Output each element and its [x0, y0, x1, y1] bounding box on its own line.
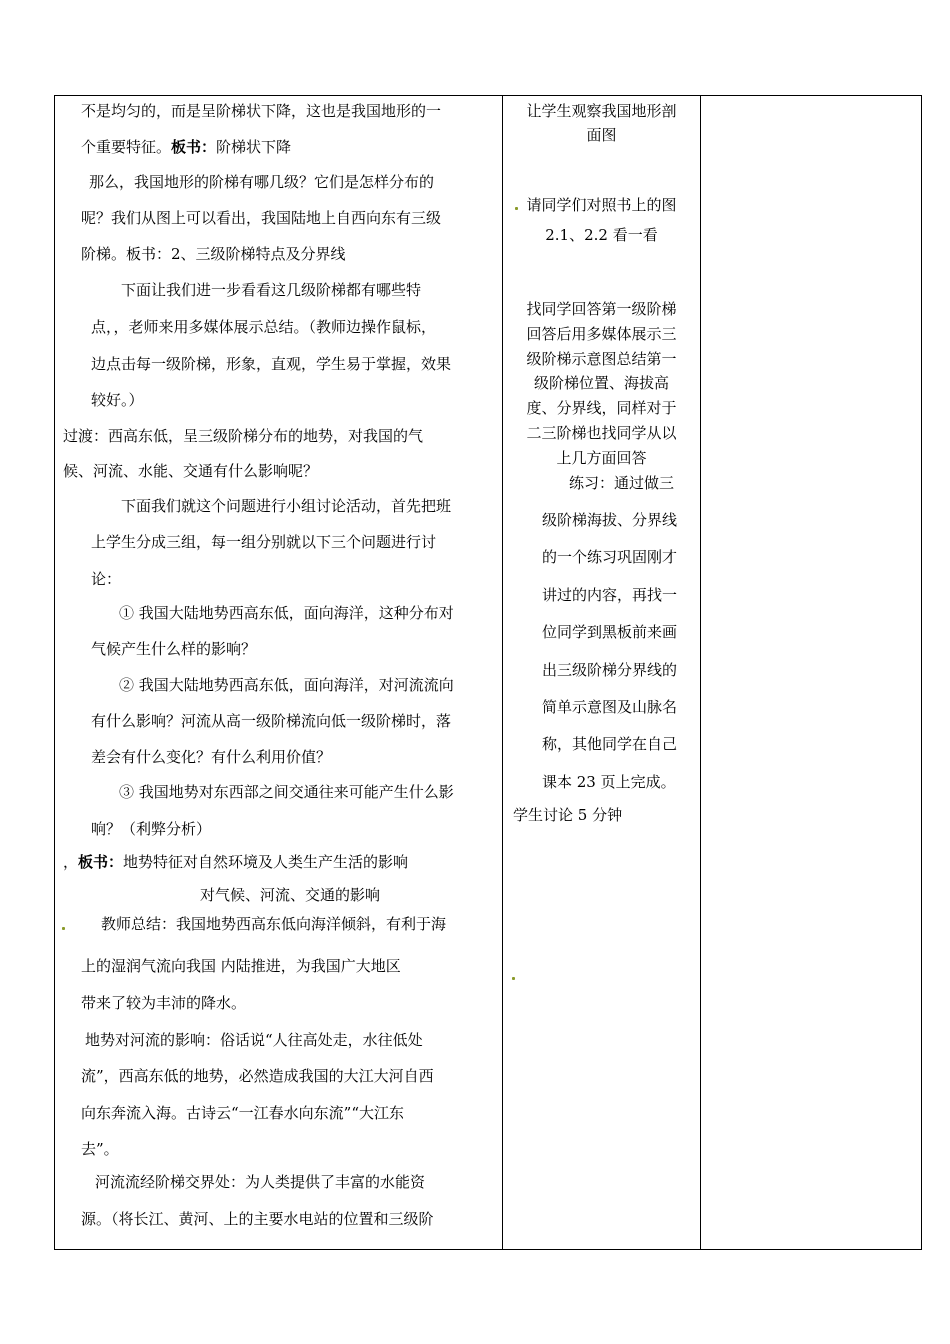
text-line: 个重要特征。板书：阶梯状下降: [81, 138, 292, 156]
text-line: 称，其他同学在自己: [542, 735, 678, 753]
text-line: 下面我们就这个问题进行小组讨论活动，首先把班: [121, 497, 452, 515]
text-line: 边点击每一级阶梯，形象，直观，学生易于掌握，效果: [91, 355, 452, 373]
text-line: 面图: [586, 126, 617, 144]
text-line: 响？（利弊分析）: [91, 820, 212, 838]
text-line: 上的湿润气流向我国 内陆推进，为我国广大地区: [81, 957, 401, 975]
text-line: 过渡：西高东低，呈三级阶梯分布的地势，对我国的气: [63, 427, 424, 445]
lesson-plan-table: [54, 95, 922, 1250]
text-line: 的一个练习巩固刚才: [542, 548, 678, 566]
text-line: 流”，西高东低的地势，必然造成我国的大江大河自西: [81, 1067, 434, 1085]
text-line: 二三阶梯也找同学从以: [526, 424, 677, 442]
text-line: 地势对河流的影响：俗话说“人往高处走，水往低处: [85, 1031, 423, 1049]
text-line: 级阶梯示意图总结第一: [526, 350, 677, 368]
text-line: 点，，老师来用多媒体展示总结。（教师边操作鼠标，: [91, 318, 437, 336]
text-line: 论：: [91, 570, 122, 588]
text-line: 上学生分成三组，每一组分别就以下三个问题进行讨: [91, 533, 437, 551]
text-line: ① 我国大陆地势西高东低，面向海洋，这种分布对: [119, 604, 454, 622]
text-line: 候、河流、水能、交通有什么影响呢？: [63, 462, 319, 480]
text-line: 简单示意图及山脉名: [542, 698, 678, 716]
text-line: 向东奔流入海。古诗云“一江春水向东流”“大江东: [81, 1104, 405, 1122]
text-line: 找同学回答第一级阶梯: [526, 300, 677, 318]
text-line: 回答后用多媒体展示三: [526, 325, 677, 343]
scan-speck: [515, 207, 518, 210]
text-line: 教师总结：我国地势西高东低向海洋倾斜，有利于海: [101, 915, 447, 933]
text-line: ，板书：地势特征对自然环境及人类生产生活的影响: [63, 853, 409, 871]
text-line: ② 我国大陆地势西高东低，面向海洋，对河流流向: [119, 676, 454, 694]
text-line: 上几方面回答: [556, 449, 647, 467]
text-line: 源。（将长江、黄河、上的主要水电站的位置和三级阶: [81, 1210, 434, 1228]
text-line: 带来了较为丰沛的降水。: [81, 994, 247, 1012]
scan-speck: [62, 927, 65, 930]
text-line: 级阶梯位置、海拔高: [533, 374, 669, 392]
text-line: 下面让我们进一步看看这几级阶梯都有哪些特: [121, 281, 422, 299]
text-line: 去”。: [81, 1140, 119, 1158]
text-line: 学生讨论 5 分钟: [513, 806, 623, 824]
scan-speck: [512, 977, 515, 980]
text-line: 级阶梯海拔、分界线: [542, 511, 678, 529]
text-line: 出三级阶梯分界线的: [542, 661, 678, 679]
text-line: 练习：通过做三: [569, 474, 675, 492]
teaching-process-column: [55, 96, 502, 1249]
text-line: 差会有什么变化？有什么利用价值？: [91, 748, 332, 766]
student-activity-column: [503, 96, 700, 1249]
text-line: 河流流经阶梯交界处：为人类提供了丰富的水能资: [95, 1173, 426, 1191]
text-line: 呢？我们从图上可以看出，我国陆地上自西向东有三级: [81, 209, 442, 227]
text-line: 阶梯。板书：2、三级阶梯特点及分界线: [81, 245, 346, 263]
text-line: 位同学到黑板前来画: [542, 623, 678, 641]
text-line: 让学生观察我国地形剖: [526, 102, 677, 120]
text-line: 讲过的内容，再找一: [542, 586, 678, 604]
text-line: 课本 23 页上完成。: [542, 773, 676, 791]
text-line: 请同学们对照书上的图: [526, 196, 677, 214]
text-line: 有什么影响？河流从高一级阶梯流向低一级阶梯时，落: [91, 712, 452, 730]
notes-column: [701, 96, 921, 1249]
text-line: 度、分界线，同样对于: [526, 399, 677, 417]
text-line: 不是均匀的，而是呈阶梯状下降，这也是我国地形的一: [81, 102, 442, 120]
text-line: 较好。）: [91, 391, 144, 409]
text-line: 2.1、2.2 看一看: [545, 226, 658, 244]
text-line: 气候产生什么样的影响？: [91, 640, 257, 658]
text-line: 那么，我国地形的阶梯有哪几级？它们是怎样分布的: [89, 173, 435, 191]
text-line: ③ 我国地势对东西部之间交通往来可能产生什么影: [119, 783, 454, 801]
text-line: 对气候、河流、交通的影响: [200, 886, 381, 904]
